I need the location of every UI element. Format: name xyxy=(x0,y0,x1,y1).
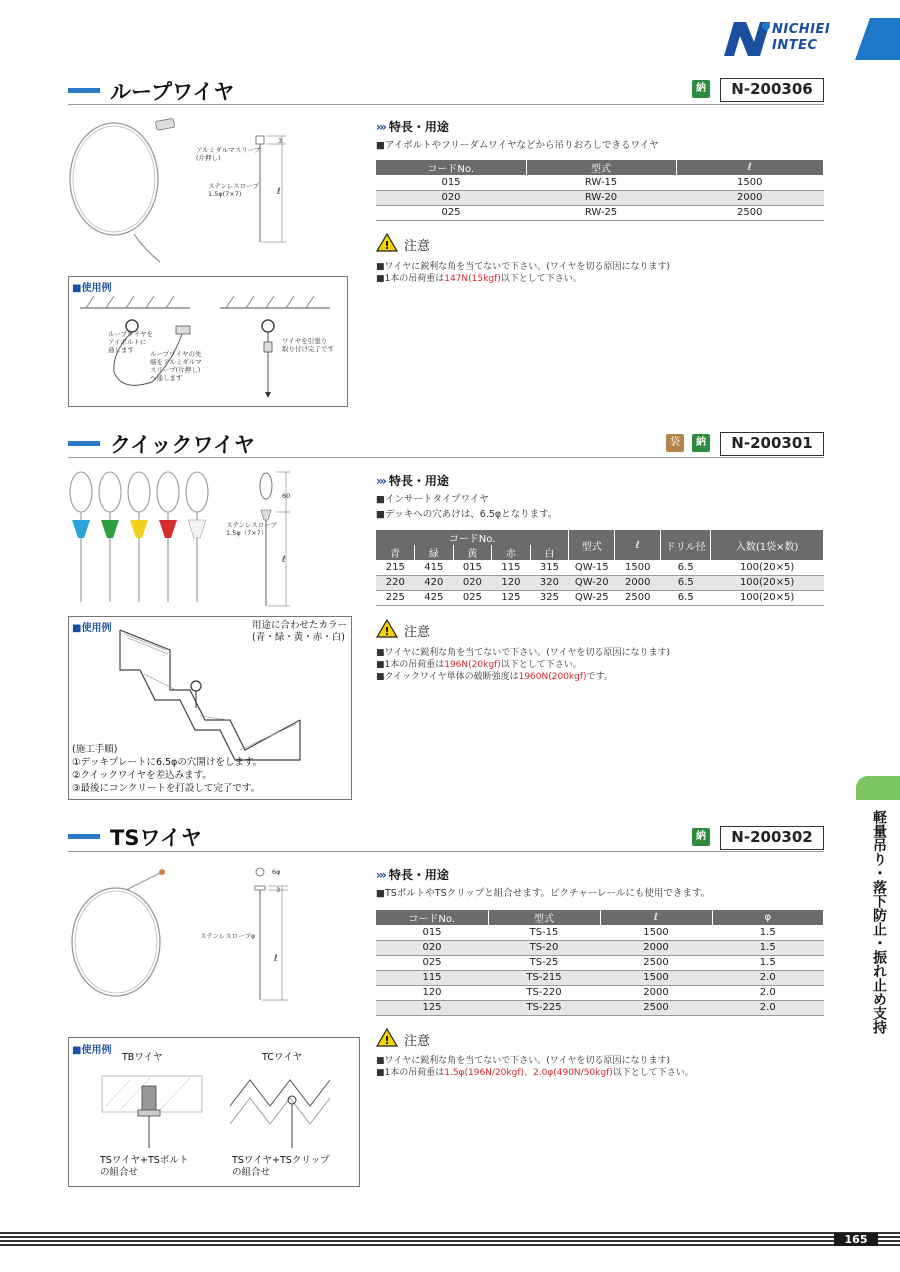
table-row: 225 425 025 125 325 QW-25 2500 6.5 100(20×5) xyxy=(376,590,824,605)
color-note: 用途に合わせたカラー (青・緑・黄・赤・白) xyxy=(252,620,348,643)
col-header: φ xyxy=(712,910,824,925)
col-header: 型式 xyxy=(526,160,676,175)
usage-note-3: ワイヤを引張り 取り付け完了です xyxy=(282,337,334,353)
dim-ell: ℓ xyxy=(274,954,278,964)
steps-title: (施工手順) xyxy=(72,744,118,755)
section-divider xyxy=(68,104,824,105)
spec-table-quick xyxy=(376,530,824,606)
deck-plate-illustration xyxy=(110,620,310,780)
rope-label: ステンレスロープφ xyxy=(200,932,256,940)
col-header: ℓ xyxy=(615,530,661,560)
brand-name-line1: NICHIEI xyxy=(772,22,831,37)
col-header: 緑 xyxy=(415,545,454,560)
delivery-icon: 納 xyxy=(692,80,710,98)
bag-icon: 袋 xyxy=(666,434,684,452)
col-header: コードNo. xyxy=(376,160,526,175)
caution-line: ■ワイヤに鋭利な角を当てないで下さい。(ワイヤを切る原因になります) xyxy=(376,262,670,272)
table-row: 015 RW-15 1500 xyxy=(376,175,824,190)
features-heading: ››› 特長・用途 xyxy=(376,120,449,134)
section-bar xyxy=(68,88,100,93)
dim-ell: ℓ xyxy=(282,555,286,565)
table-row: 115 TS-215 1500 2.0 xyxy=(376,970,824,985)
brand-name-line2: INTEC xyxy=(772,38,818,53)
col-header: ドリル径 xyxy=(661,530,711,560)
dim-60: 60 xyxy=(282,492,291,500)
warning-icon xyxy=(376,619,398,638)
delivery-icon: 納 xyxy=(692,828,710,846)
dim-ell: ℓ xyxy=(277,187,281,197)
feature-line: ■デッキへの穴あけは、6.5φとなります。 xyxy=(376,509,558,520)
warning-icon xyxy=(376,233,398,252)
caution-line: ■1本の吊荷重は1.5φ(196N/20kgf)、2.0φ(490N/50kgf)以下として下さい。 xyxy=(376,1068,694,1078)
feature-line: ■TSボルトやTSクリップと組合せます。ピクチャーレールにも使用できます。 xyxy=(376,888,711,899)
section-bar xyxy=(68,441,100,446)
loop-wire-image xyxy=(64,114,184,266)
spec-table-loop xyxy=(376,160,824,221)
tc-wire-label: TCワイヤ xyxy=(262,1052,303,1063)
svg-text:!: ! xyxy=(384,625,390,638)
col-header: 青 xyxy=(376,545,415,560)
dim-3: 3 xyxy=(278,137,283,145)
ts-wire-dimension-diagram xyxy=(252,866,292,1006)
col-group-header: コードNo. xyxy=(376,530,569,545)
quick-wire-dimension-diagram xyxy=(254,470,294,610)
table-row: 015 TS-15 1500 1.5 xyxy=(376,925,824,940)
caption-ts-bolt: TSワイヤ+TSボルト の組合せ xyxy=(100,1155,189,1178)
caution-heading: 注意 xyxy=(404,625,431,640)
product-code-loop: N-200306 xyxy=(720,78,824,102)
feature-line: ■インサートタイプワイヤ xyxy=(376,494,489,505)
col-header: ℓ xyxy=(676,160,824,175)
caution-line: ■1本の吊荷重は196N(20kgf)以下として下さい。 xyxy=(376,660,582,670)
caution-line: ■クイックワイヤ単体の破断強度は1960N(200kgf)です。 xyxy=(376,672,613,682)
table-row: 020 RW-20 2000 xyxy=(376,190,824,205)
section-divider xyxy=(68,457,824,458)
col-header: 赤 xyxy=(492,545,531,560)
page-number: 165 xyxy=(834,1233,878,1246)
step-1: ①デッキプレートに6.5φの穴開けをします。 xyxy=(72,757,263,768)
table-row: 020 TS-20 2000 1.5 xyxy=(376,940,824,955)
col-header: 型式 xyxy=(569,530,615,560)
dim-3: 3 xyxy=(276,886,281,894)
ts-usage-illustration xyxy=(90,1066,350,1152)
section-title-loop: ループワイヤ xyxy=(110,80,235,104)
side-tab-label: 軽量吊り・落下防止・振れ止め支持 xyxy=(871,810,887,1034)
caution-line: ■ワイヤに鋭利な角を当てないで下さい。(ワイヤを切る原因になります) xyxy=(376,1056,670,1066)
svg-text:!: ! xyxy=(384,239,390,252)
usage-label: ■使用例 xyxy=(72,1045,112,1056)
usage-note-1: ループワイヤを アイボルトに 通します xyxy=(108,330,153,354)
col-header: ℓ xyxy=(600,910,712,925)
col-header: 型式 xyxy=(488,910,600,925)
features-heading: ››› 特長・用途 xyxy=(376,474,449,488)
col-header: 白 xyxy=(530,545,569,560)
col-header: コードNo. xyxy=(376,910,488,925)
section-bar xyxy=(68,834,100,839)
table-row: 125 TS-225 2500 2.0 xyxy=(376,1000,824,1015)
table-row: 215 415 015 115 315 QW-15 1500 6.5 100(20×5) xyxy=(376,560,824,575)
ts-wire-image xyxy=(66,866,176,1008)
features-heading: ››› 特長・用途 xyxy=(376,868,449,882)
usage-note-2: ループワイヤの先 端をアルミダルマ スリーブ(片押し) へ通します xyxy=(150,350,202,382)
caution-line: ■1本の吊荷重は147N(15kgf)以下として下さい。 xyxy=(376,274,582,284)
usage-label: ■使用例 xyxy=(72,283,112,294)
quick-wire-image xyxy=(64,470,224,606)
svg-text:!: ! xyxy=(384,1034,390,1047)
dim-phi6: 6φ xyxy=(272,868,281,876)
spec-table-ts xyxy=(376,910,824,1016)
section-divider xyxy=(68,851,824,852)
product-code-ts: N-200302 xyxy=(720,826,824,850)
col-header: 入数(1袋×数) xyxy=(711,530,824,560)
rope-label: ステンレスロープ 1.5φ(7×7) xyxy=(208,182,259,198)
caution-line: ■ワイヤに鋭利な角を当てないで下さい。(ワイヤを切る原因になります) xyxy=(376,648,670,658)
usage-label: ■使用例 xyxy=(72,623,112,634)
delivery-icon: 納 xyxy=(692,434,710,452)
sleeve-label: アルミダルマスリーブ (片押し) xyxy=(196,146,261,162)
product-code-quick: N-200301 xyxy=(720,432,824,456)
tb-wire-label: TBワイヤ xyxy=(122,1052,163,1063)
table-row: 120 TS-220 2000 2.0 xyxy=(376,985,824,1000)
table-row: 025 RW-25 2500 xyxy=(376,205,824,220)
warning-icon xyxy=(376,1028,398,1047)
caution-heading: 注意 xyxy=(404,1034,431,1049)
rope-label: ステンレスロープ 1.5φ（7×7） xyxy=(226,521,277,537)
step-3: ③最後にコンクリートを打設して完了です。 xyxy=(72,783,261,794)
step-2: ②クイックワイヤを差込みます。 xyxy=(72,770,212,781)
section-title-quick: クイックワイヤ xyxy=(110,433,255,457)
caution-heading: 注意 xyxy=(404,239,431,254)
caption-ts-clip: TSワイヤ+TSクリップ の組合せ xyxy=(232,1155,330,1178)
col-header: 黄 xyxy=(453,545,492,560)
footer-band xyxy=(0,1232,900,1246)
table-row: 025 TS-25 2500 1.5 xyxy=(376,955,824,970)
section-title-ts: TSワイヤ xyxy=(110,826,202,850)
table-row: 220 420 020 120 320 QW-20 2000 6.5 100(20×5) xyxy=(376,575,824,590)
feature-line: ■アイボルトやフリーダムワイヤなどから吊りおろしできるワイヤ xyxy=(376,140,659,151)
